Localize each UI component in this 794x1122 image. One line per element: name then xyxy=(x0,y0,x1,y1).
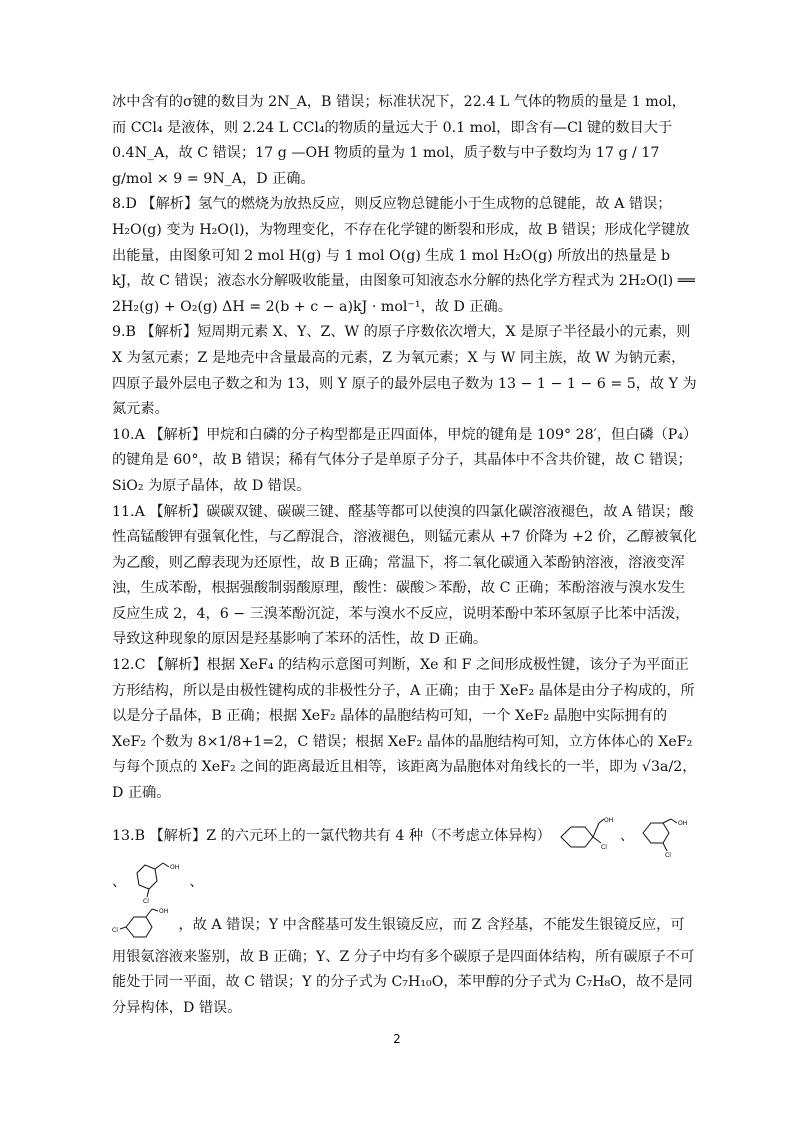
structure-3-chloro xyxy=(131,859,185,905)
oh-label: OH xyxy=(159,907,169,915)
answer-13-intro: 13.B 【解析】Z 的六元环上的一氯代物共有 4 种（不考虑立体异构） xyxy=(112,827,551,844)
page-number: 2 xyxy=(393,1032,401,1046)
separator: 、 xyxy=(619,827,635,844)
cl-label: Cl xyxy=(112,926,118,934)
oh-label: OH xyxy=(604,816,614,824)
structure-1-chloro xyxy=(555,813,615,859)
separator: 、 xyxy=(189,873,204,890)
structure-2-chloro xyxy=(639,813,693,859)
cl-label: Cl xyxy=(601,843,608,851)
oh-label: OH xyxy=(169,863,179,871)
answer-12: 12.C 【解析】根据 XeF₄ 的结构示意图可判断，Xe 和 F 之间形成极性键，该分子为平面正方形结构，所以是由极性键构成的非极性分子，A 正确；由于 XeF₂ 晶体是由分子构成的，所以是分子晶体，B 正确；根据 XeF₂ 晶体的晶胞结构可知，一个 XeF₂ 晶胞中实际拥有的 XeF₂ 个数为 8×1/8+1=2，C 错误；根据 XeF₂ 晶体的晶胞结构可知，立方体体心的 XeF₂ 与每个顶点的 XeF₂ 之间的距离最近且相等，该距离为晶胞体对角线长的一半，即为 √3a/2，D 正确。 xyxy=(112,657,697,802)
answer-9: 9.B 【解析】短周期元素 X、Y、Z、W 的原子序数依次增大，X 是原子半径最小的元素，则 X 为氢元素；Z 是地壳中含量最高的元素，Z 为氧元素；X 与 W 同主族，故 W 为钠元素，四原子最外层电子数之和为 13，则 Y 原子的最外层电子数为 13 − 1 − 1 − 6 = 5，故 Y 为氮元素。 xyxy=(112,324,697,418)
answer-13 xyxy=(112,813,697,1022)
structure-4-chloro xyxy=(112,905,174,945)
cl-label: Cl xyxy=(664,851,671,859)
answer-text xyxy=(112,90,697,1021)
answer-11: 11.A 【解析】碳碳双键、碳碳三键、醛基等都可以使溴的四氯化碳溶液褪色，故 A 错误；酸性高锰酸钾有强氧化性，与乙醇混合，溶液褪色，则锰元素从 +7 价降为 +2 价，乙醇被氧化为乙酸，则乙醇表现为还原性，故 B 正确；常温下，将二氧化碳通入苯酚钠溶液，溶液变浑浊，生成苯酚，根据强酸制弱酸原理，酸性：碳酸＞苯酚，故 C 正确；苯酚溶液与溴水发生反应生成 2，4，6 − 三溴苯酚沉淀，苯与溴水不反应，说明苯酚中苯环氢原子比苯中活泼，导致这种现象的原因是羟基影响了苯环的活性，故 D 正确。 xyxy=(112,503,697,648)
answer-13-rest: ，故 A 错误；Y 中含醛基可发生银镜反应，而 Z 含羟基，不能发生银镜反应，可用银氨溶液来鉴别，故 B 正确；Y、Z 分子中均有多个碳原子是四面体结构，所有碳原子不可能处于同一平面，故 C 错误；Y 的分子式为 C₇H₁₀O，苯甲醇的分子式为 C₇H₈O，故不是同分异构体，D 错误。 xyxy=(112,916,695,1016)
oh-label: OH xyxy=(677,819,687,827)
answer-10: 10.A 【解析】甲烷和白磷的分子构型都是正四面体，甲烷的键角是 109° 28′，但白磷（P₄）的键角是 60°，故 B 错误；稀有气体分子是单原子分子，其晶体中不含共价键，故 C 错误；SiO₂ 为原子晶体，故 D 错误。 xyxy=(112,426,692,494)
answer-8: 8.D 【解析】氢气的燃烧为放热反应，则反应物总键能小于生成物的总键能，故 A 错误；H₂O(g) 变为 H₂O(l)，为物理变化，不存在化学键的断裂和形成，故 B 错误；形成化学键放出能量，由图象可知 2 mol H(g) 与 1 mol O(g) 生成 1 mol H₂O(g) 所放出的热量是 b kJ，故 C 错误；液态水分解吸收能量，由图象可知液态水分解的热化学方程式为 2H₂O(l) ══ 2H₂(g) + O₂(g) ΔH = 2(b + c − a)kJ · mol⁻¹，故 D 正确。 xyxy=(112,196,695,315)
separator: 、 xyxy=(112,873,127,890)
cl-label: Cl xyxy=(142,897,149,905)
paragraph-continuation: 冰中含有的σ键的数目为 2N_A，B 错误；标准状况下，22.4 L 气体的物质的量是 1 mol，而 CCl₄ 是液体，则 2.24 L CCl₄的物质的量远大于 0.1 mol，即含有—Cl 键的数目大于 0.4N_A，故 C 错误；17 g —OH 物质的量为 1 mol，质子数与中子数均为 17 g / 17 g/mol × 9 = 9N_A，D 正确。 xyxy=(112,94,686,187)
